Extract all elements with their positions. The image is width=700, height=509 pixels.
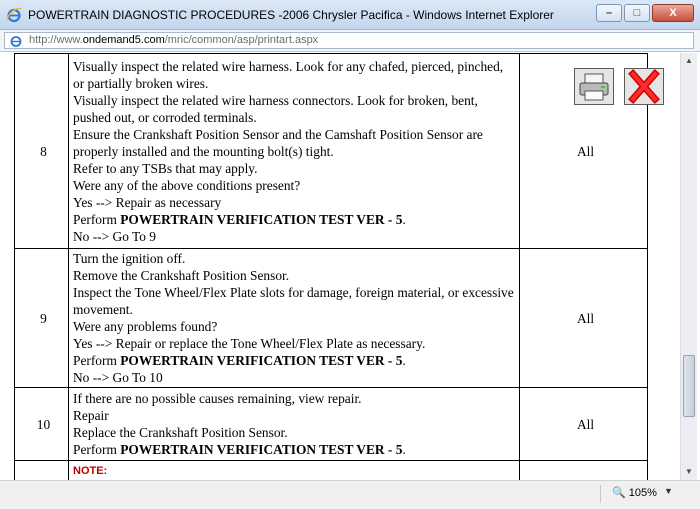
printer-icon: [575, 69, 613, 104]
instruction-line: [73, 352, 519, 369]
page-icon: [9, 34, 23, 48]
applicable-system: All: [520, 54, 648, 249]
table-row: [15, 461, 648, 481]
window-title: POWERTRAIN DIAGNOSTIC PROCEDURES -2006 Chrysler Pacifica - Windows Internet Explorer: [28, 8, 554, 22]
status-separator: [600, 485, 601, 503]
applicable-system: All: [520, 249, 648, 388]
close-page-button[interactable]: [624, 68, 664, 105]
url-prefix: http://www.: [29, 34, 83, 46]
step-note: [69, 461, 520, 481]
instruction-line: [73, 318, 519, 335]
window-title-bar[interactable]: [0, 0, 700, 30]
instruction-text: Turn the ignition off.: [73, 251, 186, 266]
instruction-text: Perform: [73, 353, 121, 368]
print-button[interactable]: [574, 68, 614, 105]
instruction-text: Were any problems found?: [73, 319, 218, 334]
instruction-text: Refer to any TSBs that may apply.: [73, 160, 258, 176]
zoom-value: 105%: [628, 487, 657, 499]
step-instructions: [69, 54, 520, 249]
table-row: [15, 388, 648, 461]
instruction-line: [73, 109, 519, 126]
table-row: [15, 249, 648, 388]
instruction-text: If there are no possible causes remaining, view repair.: [73, 391, 362, 406]
instruction-text: or partially broken wires.: [73, 75, 209, 91]
page-content: [0, 53, 680, 480]
address-bar: [0, 30, 700, 52]
step-number: 9: [15, 249, 69, 388]
scroll-down-arrow-icon[interactable]: ▼: [685, 467, 693, 476]
instruction-text: Were any of the above conditions present?: [73, 177, 301, 193]
step-number: [15, 461, 69, 481]
instruction-line: [73, 228, 519, 245]
maximize-button[interactable]: [624, 4, 650, 22]
applicable-system: [520, 461, 648, 481]
instruction-text: No --> Go To 9: [73, 228, 156, 244]
minimize-icon: –: [605, 7, 613, 19]
instruction-line: [73, 335, 519, 352]
instruction-line: [73, 211, 519, 228]
note-label: NOTE:: [73, 465, 108, 477]
instruction-line: [73, 160, 519, 177]
scrollbar-thumb[interactable]: [683, 355, 695, 417]
verification-test-link[interactable]: POWERTRAIN VERIFICATION TEST VER - 5: [120, 353, 403, 368]
print-tools: [574, 68, 664, 105]
instruction-text: pushed out, or corroded terminals.: [73, 109, 257, 125]
status-bar: [0, 480, 700, 509]
instruction-line: [73, 407, 519, 424]
url-domain: ondemand5.com: [82, 34, 165, 46]
instruction-line: [73, 250, 519, 267]
step-instructions: [69, 249, 520, 388]
step-number: 8: [15, 54, 69, 249]
instruction-line: [73, 267, 519, 284]
instruction-line: [73, 284, 519, 301]
instruction-line: [73, 194, 519, 211]
maximize-icon: □: [633, 7, 641, 19]
instruction-line: [73, 58, 519, 75]
instruction-text: Ensure the Crankshaft Position Sensor and the Camshaft Position Sensor are: [73, 126, 483, 142]
instruction-line: [73, 301, 519, 318]
instruction-text: Visually inspect the related wire harness connectors. Look for broken, bent,: [73, 92, 478, 108]
zoom-dropdown-icon[interactable]: ▼: [664, 486, 673, 496]
instruction-line: [73, 75, 519, 92]
zoom-level[interactable]: [612, 486, 657, 499]
instruction-text: Perform: [73, 211, 121, 227]
minimize-button[interactable]: [596, 4, 622, 22]
instruction-line: [73, 143, 519, 160]
instruction-text: properly installed and the mounting bolt(s) tight.: [73, 143, 334, 159]
diagnostic-steps-table: [14, 53, 648, 480]
instruction-text: No --> Go To 10: [73, 370, 163, 385]
verification-test-link[interactable]: POWERTRAIN VERIFICATION TEST VER - 5: [120, 442, 403, 457]
verification-test-link[interactable]: POWERTRAIN VERIFICATION TEST VER - 5: [120, 211, 403, 227]
instruction-text: Yes --> Repair or replace the Tone Wheel/Flex Plate as necessary.: [73, 336, 426, 351]
instruction-text-end: .: [402, 353, 406, 368]
instruction-line: [73, 177, 519, 194]
scroll-up-arrow-icon[interactable]: ▲: [685, 56, 693, 65]
instruction-line: [73, 390, 519, 407]
url-path: /mric/common/asp/printart.aspx: [164, 34, 319, 46]
applicable-system: All: [520, 388, 648, 461]
instruction-text: Yes --> Repair as necessary: [73, 194, 222, 210]
instruction-text-end: .: [402, 211, 406, 227]
internet-explorer-icon: [6, 7, 22, 23]
instruction-line: [73, 424, 519, 441]
instruction-text: movement.: [73, 302, 133, 317]
instruction-line: [73, 92, 519, 109]
table-row: [15, 54, 648, 249]
instruction-text: Visually inspect the related wire harness. Look for any chafed, pierced, pinched,: [73, 58, 504, 74]
url-text: [29, 34, 318, 46]
red-x-icon: [625, 69, 663, 104]
url-field[interactable]: [4, 32, 694, 49]
instruction-line: [73, 126, 519, 143]
instruction-text: Perform: [73, 442, 121, 457]
instruction-text: Inspect the Tone Wheel/Flex Plate slots for damage, foreign material, or excessive: [73, 285, 514, 300]
magnifier-icon: 🔍: [612, 487, 626, 499]
instruction-line: [73, 441, 519, 458]
instruction-text: Repair: [73, 408, 109, 423]
close-window-button[interactable]: [652, 4, 694, 22]
instruction-text: Remove the Crankshaft Position Sensor.: [73, 268, 290, 283]
instruction-line: [73, 369, 519, 386]
close-icon: X: [669, 7, 677, 19]
instruction-text: Replace the Crankshaft Position Sensor.: [73, 425, 288, 440]
step-instructions: [69, 388, 520, 461]
instruction-text-end: .: [402, 442, 406, 457]
step-number: 10: [15, 388, 69, 461]
vertical-scrollbar[interactable]: [680, 53, 697, 480]
